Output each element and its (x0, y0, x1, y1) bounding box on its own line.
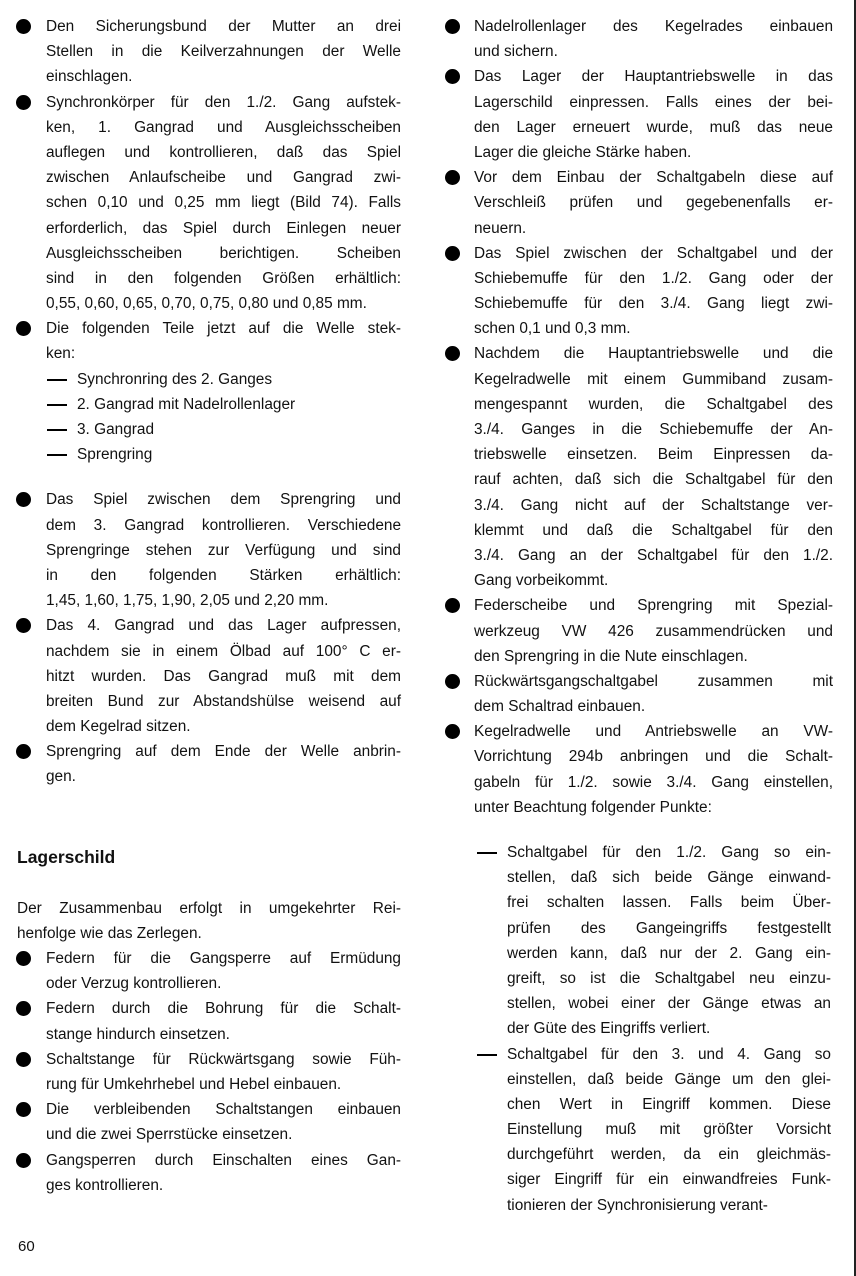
bullet-item (0, 613, 420, 739)
text-line: stellen, daß sich beide Gänge einwand- (507, 869, 831, 887)
text-line: 1,45, 1,60, 1,75, 1,90, 2,05 und 2,20 mm. (46, 592, 329, 610)
text-line: Das Lager der Hauptantriebswelle in das (474, 68, 833, 86)
text-line: gabeln für 1./2. sowie 3./4. Gang einstellen, (474, 773, 833, 791)
text-line: den Lager erneuert wurde, muß das neue (474, 118, 833, 136)
text-line: henfolge wie das Zerlegen. (17, 924, 202, 942)
dash-icon (477, 1054, 497, 1056)
text-line: 0,55, 0,60, 0,65, 0,70, 0,75, 0,80 und 0,85 mm. (46, 295, 367, 313)
text-line: rung für Umkehrhebel und Hebel einbauen. (46, 1075, 342, 1093)
text-line: oder Verzug kontrollieren. (46, 975, 222, 993)
text-line: Vor dem Einbau der Schaltgabeln diese auf (474, 169, 833, 187)
bullet-icon (16, 951, 31, 966)
text-line: in den folgenden Stärken erhältlich: (46, 566, 401, 584)
bullet-item (0, 14, 420, 90)
bullet-icon (16, 744, 31, 759)
text-line: Gangsperren durch Einschalten eines Gan- (46, 1151, 401, 1169)
text-line: werkzeug VW 426 zusammendrücken und (474, 622, 833, 640)
text-line: siger Eingriff für ein einwandfreies Funk- (507, 1171, 831, 1189)
bullet-item (0, 739, 420, 789)
text-line: Federscheibe und Sprengring mit Spezial- (474, 597, 833, 615)
bullet-item (0, 996, 420, 1046)
text-line: frei schalten lassen. Falls beim Über- (507, 894, 831, 912)
text-line: Federn für die Gangsperre auf Ermüdung (46, 950, 401, 967)
text-line: den Sprengring in die Nute einschlagen. (474, 647, 748, 665)
text-line: Synchronkörper für den 1./2. Gang aufstek- (46, 93, 401, 111)
text-line: chen Wert in Eingriff kommen. Diese (507, 1095, 831, 1113)
text-line: ges kontrollieren. (46, 1176, 164, 1194)
text-line: stellen, wobei einer der Gänge etwas an (507, 995, 831, 1013)
text-line: der Güte des Eingriffs verliert. (507, 1020, 711, 1038)
page-number: 60 (18, 1238, 35, 1255)
bullet-icon (16, 492, 31, 507)
text-line: Kegelradwelle mit einem Gummiband zusam- (474, 370, 833, 388)
text-line: prüfen des Gangeingriffs festgestellt (507, 919, 831, 937)
dash-item (0, 417, 420, 442)
left-bottom-list (0, 946, 420, 1198)
text-line: einstellen, daß beide Gänge um den glei- (507, 1070, 831, 1088)
text-line: erforderlich, das Spiel durch Einlegen neuer (46, 219, 401, 237)
text-line: gen. (46, 768, 76, 786)
text-line: und die zwei Sperrstücke einsetzen. (46, 1126, 293, 1144)
bullet-icon (445, 170, 460, 185)
text-line: schen 0,10 und 0,25 mm liegt (Bild 74). Falls (46, 194, 401, 212)
text-line: Lager die gleiche Stärke haben. (474, 143, 692, 161)
dash-icon (47, 454, 67, 456)
bullet-item (0, 1148, 420, 1198)
bullet-icon (445, 598, 460, 613)
left-column (0, 14, 420, 1198)
text-line: neuern. (474, 219, 527, 237)
bullet-item (430, 241, 856, 342)
text-line: mengespannt wurden, die Schaltgabel des (474, 395, 833, 413)
bullet-item (430, 719, 856, 820)
bullet-icon (445, 69, 460, 84)
bullet-item (430, 14, 856, 64)
dash-icon (47, 429, 67, 431)
text-line: hitzt wurden. Das Gangrad muß mit dem (46, 667, 401, 685)
bullet-icon (445, 246, 460, 261)
left-sub-list (0, 367, 420, 468)
bullet-item (430, 593, 856, 669)
text-line: Schiebemuffe für den 1./2. Gang oder der (474, 269, 833, 287)
bullet-item (430, 165, 856, 241)
text-line: Schiebemuffe für den 3./4. Gang liegt zwi- (474, 295, 833, 313)
dash-icon (47, 404, 67, 406)
text-line: Schaltstange für Rückwärtsgang sowie Füh- (46, 1050, 401, 1068)
bullet-item (0, 1097, 420, 1147)
bullet-icon (445, 674, 460, 689)
text-line: Kegelradwelle und Antriebswelle an VW- (474, 723, 833, 741)
bullet-icon (16, 1102, 31, 1117)
bullet-item (0, 90, 420, 317)
text-line: breiten Bund zur Abstandshülse weisend auf (46, 692, 401, 710)
text-line: ken, 1. Gangrad und Ausgleichsscheiben (46, 118, 401, 136)
text-line: Einstellung muß mit größter Vorsicht (507, 1121, 831, 1139)
text-line: unter Beachtung folgender Punkte: (474, 798, 712, 816)
text-line: rauf achten, daß sich die Schaltgabel für den (474, 471, 833, 489)
text-line: Die folgenden Teile jetzt auf die Welle stek- (46, 320, 401, 338)
text-line: Federn durch die Bohrung für die Schalt- (46, 1000, 401, 1018)
bullet-icon (445, 724, 460, 739)
dash-item (0, 442, 420, 467)
text-line: auflegen und kontrollieren, daß das Spiel (46, 143, 401, 161)
bullet-item (0, 1047, 420, 1097)
bullet-icon (16, 618, 31, 633)
text-line: Vorrichtung 294b anbringen und die Schalt- (474, 748, 833, 766)
left-top-list (0, 14, 420, 367)
text-line: 2. Gangrad mit Nadelrollenlager (77, 395, 296, 413)
text-line: Lagerschild einpressen. Falls eines der bei- (474, 93, 833, 111)
bullet-icon (16, 19, 31, 34)
text-line: Das Spiel zwischen der Schaltgabel und der (474, 244, 833, 262)
text-line: Rückwärtsgangschaltgabel zusammen mit (474, 672, 833, 690)
text-line: durchgeführt werden, da ein gleichmäs- (507, 1146, 831, 1164)
bullet-icon (16, 1153, 31, 1168)
text-line: werden kann, daß nur der 2. Gang ein- (507, 944, 831, 962)
text-line: Gang vorbeikommt. (474, 572, 609, 590)
text-line: nachdem sie in einem Ölbad auf 100° C er- (46, 642, 401, 660)
left-mid-list (0, 487, 420, 789)
text-line: Synchronring des 2. Ganges (77, 370, 273, 388)
dash-icon (47, 379, 67, 381)
right-sub-list (430, 840, 856, 1218)
text-line: Stellen in die Keilverzahnungen der Welle (46, 43, 401, 61)
text-line: Ausgleichsscheiben berichtigen. Scheiben (46, 244, 401, 262)
text-line: stange hindurch einsetzen. (46, 1025, 230, 1043)
bullet-icon (445, 346, 460, 361)
text-line: Das Spiel zwischen dem Sprengring und (46, 491, 401, 509)
text-line: Der Zusammenbau erfolgt in umgekehrter Rei- (17, 899, 401, 917)
dash-icon (477, 852, 497, 854)
text-line: 3. Gangrad (77, 421, 155, 438)
bullet-item (430, 64, 856, 165)
text-line: Den Sicherungsbund der Mutter an drei (46, 18, 401, 35)
right-list (430, 14, 856, 820)
text-line: 3./4. Gang an der Schaltgabel für den 1./2. (474, 546, 833, 564)
dash-item (430, 1042, 856, 1218)
bullet-item (0, 946, 420, 996)
text-line: Sprengring (77, 446, 153, 464)
text-line: Schaltgabel für den 3. und 4. Gang so (507, 1045, 831, 1063)
text-line: dem Schaltrad einbauen. (474, 698, 646, 716)
text-line: Sprengring auf dem Ende der Welle anbrin- (46, 743, 401, 761)
text-line: Das 4. Gangrad und das Lager aufpressen, (46, 617, 401, 635)
text-line: 3./4. Gang nicht auf der Schaltstange ver- (474, 496, 833, 514)
bullet-icon (16, 1001, 31, 1016)
bullet-icon (16, 95, 31, 110)
bullet-icon (16, 321, 31, 336)
dash-item (0, 392, 420, 417)
text-line: zwischen Anlaufscheibe und Gangrad zwi- (46, 169, 401, 187)
dash-item (430, 840, 856, 1042)
text-line: 3./4. Ganges in die Schiebemuffe der An- (474, 421, 833, 438)
text-line: tionieren der Synchronisierung verant- (507, 1196, 768, 1214)
text-line: Nachdem die Hauptantriebswelle und die (474, 345, 833, 363)
bullet-item (0, 316, 420, 366)
dash-item (0, 367, 420, 392)
text-line: und sichern. (474, 43, 558, 61)
text-line: triebswelle einsetzen. Beim Einpressen da- (474, 446, 833, 464)
text-line: dem 3. Gangrad kontrollieren. Verschiedene (46, 516, 401, 534)
bullet-item (430, 341, 856, 593)
section-heading: Lagerschild (17, 846, 116, 867)
right-column (430, 14, 856, 1218)
bullet-icon (445, 19, 460, 34)
text-line: ken: (46, 345, 76, 363)
bullet-item (430, 669, 856, 719)
text-line: greift, so ist die Schaltgabel neu einzu- (507, 969, 831, 987)
text-line: klemmt und daß die Schaltgabel für den (474, 521, 833, 539)
text-line: Nadelrollenlager des Kegelrades einbauen (474, 18, 833, 35)
text-line: Schaltgabel für den 1./2. Gang so ein- (507, 844, 831, 861)
bullet-icon (16, 1052, 31, 1067)
intro-paragraph (0, 896, 420, 946)
text-line: schen 0,1 und 0,3 mm. (474, 320, 631, 338)
text-line: Die verbleibenden Schaltstangen einbauen (46, 1101, 401, 1119)
text-line: sind in den folgenden Größen erhältlich: (46, 269, 401, 287)
text-line: einschlagen. (46, 68, 133, 86)
text-line: dem Kegelrad sitzen. (46, 718, 191, 736)
text-line: Sprengringe stehen zur Verfügung und sind (46, 541, 401, 559)
bullet-item (0, 487, 420, 613)
text-line: Verschleiß prüfen und gegebenenfalls er- (474, 194, 833, 212)
